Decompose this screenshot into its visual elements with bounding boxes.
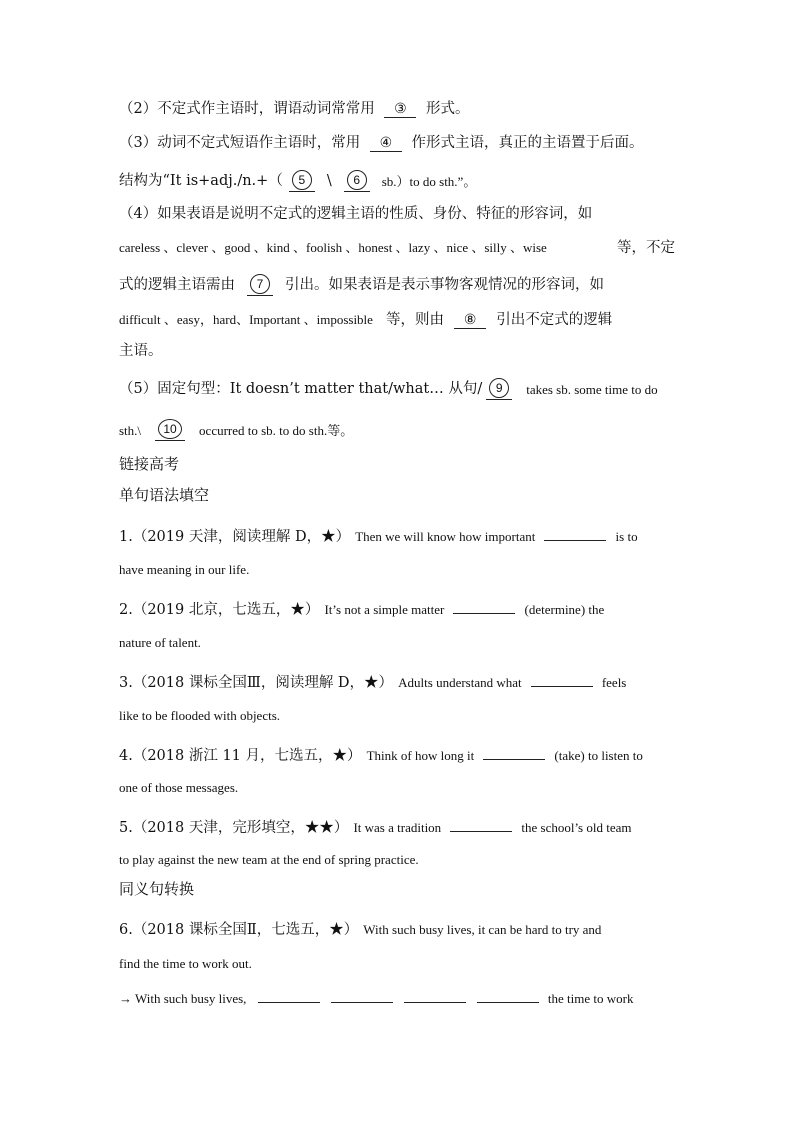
question-text-tail: (take) to listen to [554, 748, 643, 763]
rewrite-blank-1[interactable] [258, 988, 320, 1003]
structure-tail: sb.）to do sth.”。 [381, 173, 477, 189]
question-3-line-2: like to be flooded with objects. [119, 708, 281, 723]
note-4-line-2 [119, 241, 675, 256]
question-text-tail: (determine) the [524, 602, 605, 617]
circled-number-10: 10 [158, 419, 182, 439]
adjective-list-2: difficult 、easy，hard、Important 、impossible [119, 312, 373, 327]
rewrite-prefix: → With such busy lives, [119, 991, 247, 1006]
blank-marker: ④ [379, 135, 393, 151]
answer-blank-10[interactable] [155, 419, 185, 441]
question-text: Think of how long it [366, 748, 475, 763]
note-4-text: 式的逻辑主语需由 [119, 276, 235, 293]
answer-blank-6[interactable] [344, 170, 370, 192]
note-5-line-1 [119, 378, 658, 400]
question-text-tail: the school’s old team [521, 820, 632, 835]
question-text: Then we will know how important [355, 529, 536, 544]
rewrite-blank-3[interactable] [404, 988, 466, 1003]
question-1 [119, 526, 638, 545]
rewrite-blank-2[interactable] [331, 988, 393, 1003]
note-5-tail: takes sb. some time to do [526, 381, 658, 397]
note-5-line-2 [119, 419, 353, 441]
note-5-tail-2: occurred to sb. to do sth.等。 [199, 422, 354, 438]
question-6-line-2: find the time to work out. [119, 956, 252, 971]
adjective-list: careless 、clever 、good 、kind 、foolish 、honest 、lazy 、nice 、silly 、wise [119, 240, 547, 255]
note-2 [119, 102, 469, 118]
section-heading-link: 链接高考 [119, 455, 180, 473]
question-text: Adults understand what [398, 675, 522, 690]
note-4-text-3: 引出不定式的逻辑 [496, 312, 613, 328]
question-source: 6.（2018 课标全国Ⅱ，七选五，★） [119, 922, 359, 938]
rewrite-tail: the time to work [547, 991, 634, 1006]
question-3 [119, 672, 626, 691]
answer-blank-4[interactable] [370, 136, 402, 152]
section-heading-fill: 单句语法填空 [119, 486, 210, 504]
note-4-line-3 [119, 274, 604, 296]
note-3-tail: 作形式主语，真正的主语置于后面。 [411, 135, 644, 151]
circled-number-5: 5 [292, 170, 312, 190]
section-heading-rewrite: 同义句转换 [119, 880, 195, 898]
question-5 [119, 817, 632, 836]
note-4-mid: 等，则由 [386, 312, 445, 328]
question-source: 4.（2018 浙江 11 月，七选五，★） [119, 748, 362, 764]
note-4-tail: 等，不定 [617, 240, 675, 256]
question-text: With such busy lives, it can be hard to try and [363, 922, 602, 937]
blank-marker: ⑧ [463, 312, 477, 328]
rewrite-blank-4[interactable] [477, 988, 539, 1003]
note-4-line-1: （4）如果表语是说明不定式的逻辑主语的性质、身份、特征的形容词，如 [119, 206, 593, 222]
question-source: 5.（2018 天津，完形填空，★★） [119, 820, 349, 836]
question-text: It was a tradition [353, 820, 442, 835]
note-3-line-2 [119, 170, 476, 192]
question-text-tail: feels [601, 675, 627, 690]
question-1-line-2: have meaning in our life. [119, 562, 250, 577]
question-6 [119, 921, 601, 938]
fill-blank-4[interactable] [483, 745, 545, 760]
question-source: 3.（2018 课标全国Ⅲ，阅读理解 D，★） [119, 675, 394, 691]
note-3-text: （3）动词不定式短语作主语时，常用 [119, 135, 361, 151]
question-text: It’s not a simple matter [324, 602, 445, 617]
answer-blank-7[interactable] [247, 274, 273, 296]
question-2 [119, 599, 604, 618]
question-4-line-2: one of those messages. [119, 780, 239, 795]
fill-blank-2[interactable] [453, 599, 515, 614]
note-3-line-1 [119, 136, 643, 152]
note-2-text: （2）不定式作主语时，谓语动词常常用 [119, 101, 375, 117]
question-6-rewrite-line [119, 988, 633, 1006]
note-4-line-4 [119, 311, 612, 329]
note-5-text-2: sth.\ [119, 422, 142, 438]
answer-blank-3[interactable] [384, 102, 416, 118]
circled-number-7: 7 [250, 274, 270, 294]
question-4 [119, 745, 643, 764]
blank-marker: ③ [394, 101, 407, 117]
question-5-line-2: to play against the new team at the end of spring practice. [119, 852, 419, 867]
question-2-line-2: nature of talent. [119, 635, 201, 650]
question-source: 2.（2019 北京，七选五，★） [119, 602, 320, 618]
note-2-tail: 形式。 [425, 101, 470, 117]
circled-number-6: 6 [347, 170, 367, 190]
note-5-text: （5）固定句型：It doesn’t matter that/what… 从句/ [119, 380, 483, 397]
answer-blank-5[interactable] [289, 170, 315, 192]
note-4-text-2: 引出。如果表语是表示事物客观情况的形容词，如 [285, 276, 604, 293]
question-source: 1.（2019 天津，阅读理解 D，★） [119, 529, 351, 545]
structure-text: 结构为“It is+adj./n.+（ [119, 172, 283, 189]
circled-number-9: 9 [489, 378, 509, 398]
fill-blank-1[interactable] [544, 526, 606, 541]
fill-blank-5[interactable] [450, 817, 512, 832]
fill-blank-3[interactable] [531, 672, 593, 687]
answer-blank-9[interactable] [486, 378, 512, 400]
separator: \ [326, 172, 332, 189]
answer-blank-8[interactable] [454, 313, 486, 329]
note-4-line-5: 主语。 [119, 343, 163, 359]
question-text-tail: is to [615, 529, 638, 544]
